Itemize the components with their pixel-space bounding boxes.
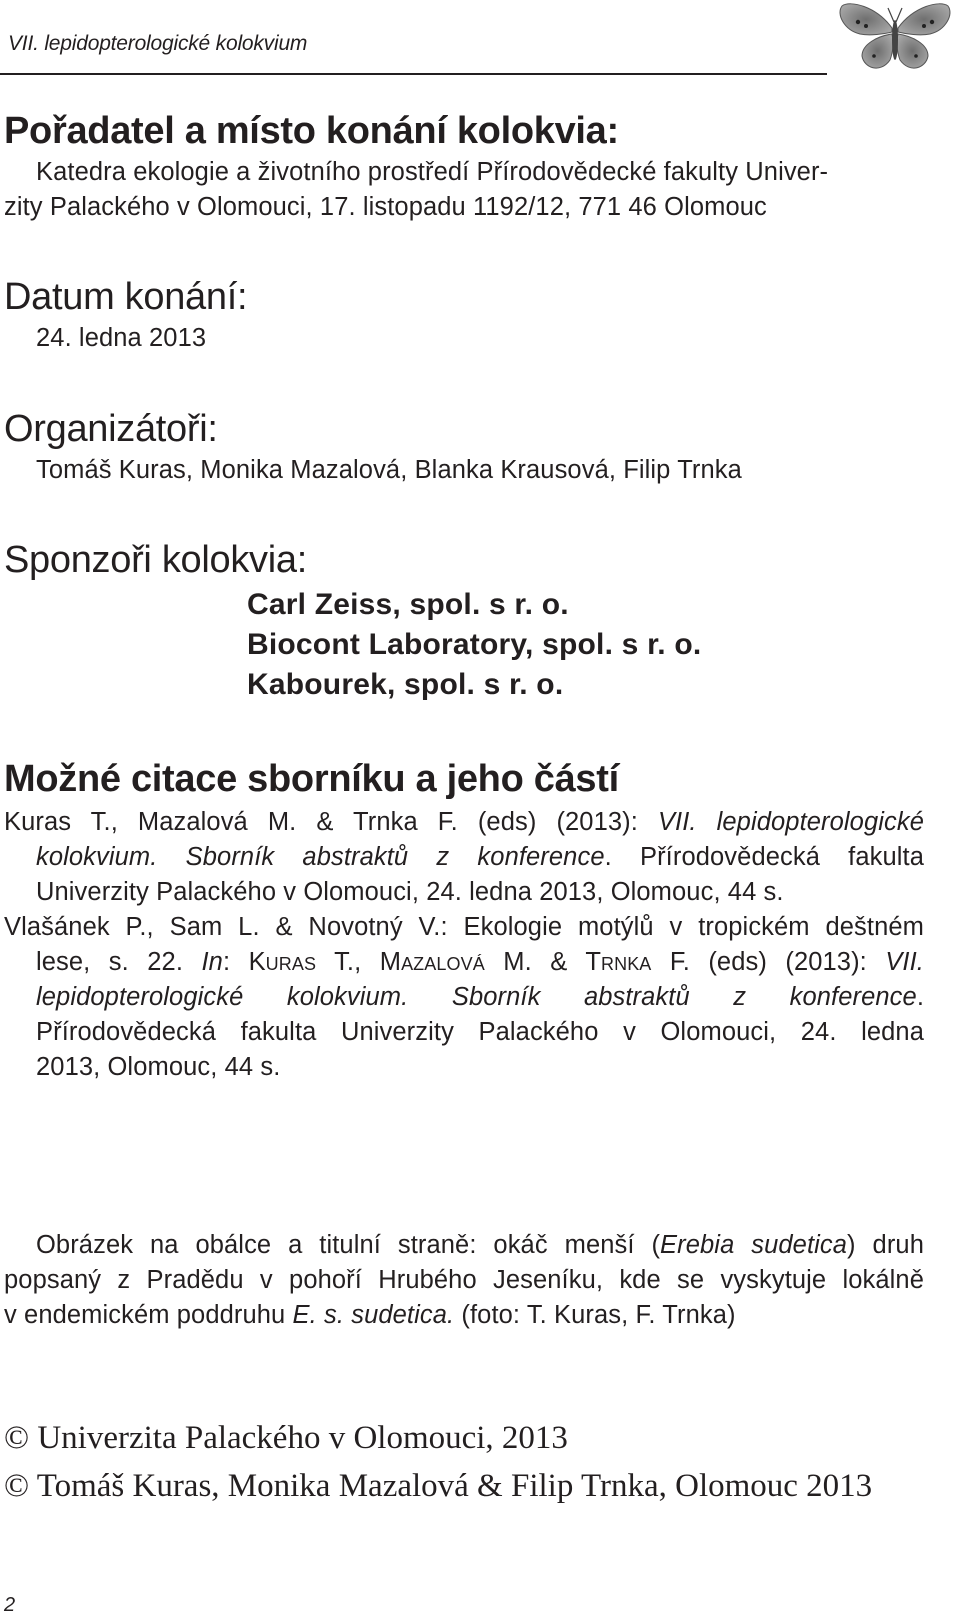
organizers-names: Tomáš Kuras, Monika Mazalová, Blanka Krausová, Filip Trnka [36,456,742,484]
editor-initial-cap: M [379,948,402,976]
citation-2-line-4: Přírodovědecká fakulta Univerzity Palackého v Olomouci, 24. ledna [36,1018,924,1046]
organizer-heading: Pořadatel a místo konání kolokvia: [4,110,619,152]
citation-text: F. (eds) (2013): [651,948,886,976]
citation-in: In [201,948,223,976]
organizer-line-2: zity Palackého v Olomouci, 17. listopadu 1192/12, 771 46 Olomouc [4,193,767,221]
citation-title: VII. [885,948,924,976]
sponsor-item: Carl Zeiss, spol. s r. o. [247,588,569,621]
date-value: 24. ledna 2013 [36,324,207,352]
citation-authors: Kuras T., Mazalová M. & Trnka F. (eds) (2013): [4,808,658,836]
editor-initial-cap: T [585,948,601,976]
subspecies-name: E. s. sudetica. [292,1301,455,1329]
date-heading: Datum konání: [4,276,248,318]
running-header: VII. lepidopterologické kolokvium [8,32,308,55]
citation-2-line-1: Vlašánek P., Sam L. & Novotný V.: Ekologie motýlů v tropickém deštném [4,913,924,941]
citation-text: T., [316,948,380,976]
citation-text: : [222,948,249,976]
sponsor-item: Kabourek, spol. s r. o. [247,668,564,701]
citation-text: lese, s. 22. [36,948,202,976]
citations-heading: Možné citace sborníku a jeho částí [4,758,619,800]
editor-smallcaps: rnka [601,948,652,976]
copyright-line-2: © Tomáš Kuras, Monika Mazalová & Filip Trnka, Olomouc 2013 [4,1468,873,1504]
citation-text: . Přírodovědecká fakulta [604,843,925,871]
cover-text: v endemickém poddruhu [4,1301,293,1329]
editor-2 [380,948,485,976]
sponsor-item: Biocont Laboratory, spol. s r. o. [247,628,702,661]
citation-2-line-2 [36,948,924,977]
citation-text: M. & [484,948,586,976]
cover-text: Obrázek na obálce a titulní straně: okáč menší ( [36,1231,661,1259]
citation-title: VII. lepidopterologické [657,808,924,836]
editor-3 [585,948,651,976]
citation-1-line-3: Univerzity Palackého v Olomouci, 24. ledna 2013, Olomouc, 44 s. [36,878,784,906]
citation-text: . [916,983,924,1011]
butterfly-icon [836,0,954,78]
copyright-line-1: © Univerzita Palackého v Olomouci, 2013 [4,1420,568,1456]
page-number: 2 [4,1594,16,1616]
citation-title: lepidopterologické kolokvium. Sborník abstraktů z konference [36,983,917,1011]
citation-title: kolokvium. Sborník abstraktů z konference [36,843,605,871]
organizer-line-1: Katedra ekologie a životního prostředí Přírodovědecké fakulty Univer- [36,158,829,186]
organizers-heading: Organizátoři: [4,408,218,450]
species-name: Erebia sudetica [660,1231,848,1259]
citation-2-line-5: 2013, Olomouc, 44 s. [36,1053,281,1081]
citation-1-line-2 [36,843,924,872]
cover-text: ) druh [847,1231,924,1259]
citation-1-line-1 [4,808,924,837]
cover-note-line-1 [36,1231,924,1260]
cover-text: (foto: T. Kuras, F. Trnka) [454,1301,736,1329]
citation-2-line-3 [36,983,924,1012]
editor-smallcaps: uras [265,948,317,976]
editor-smallcaps: azalová [401,948,485,976]
sponsors-heading: Sponzoři kolokvia: [4,539,307,581]
cover-note-line-3 [4,1301,736,1330]
editor-1 [249,948,317,976]
cover-note-line-2: popsaný z Pradědu v pohoří Hrubého Jeseníku, kde se vyskytuje lokálně [4,1266,924,1294]
editor-initial-cap: K [248,948,266,976]
header-rule [0,73,827,75]
